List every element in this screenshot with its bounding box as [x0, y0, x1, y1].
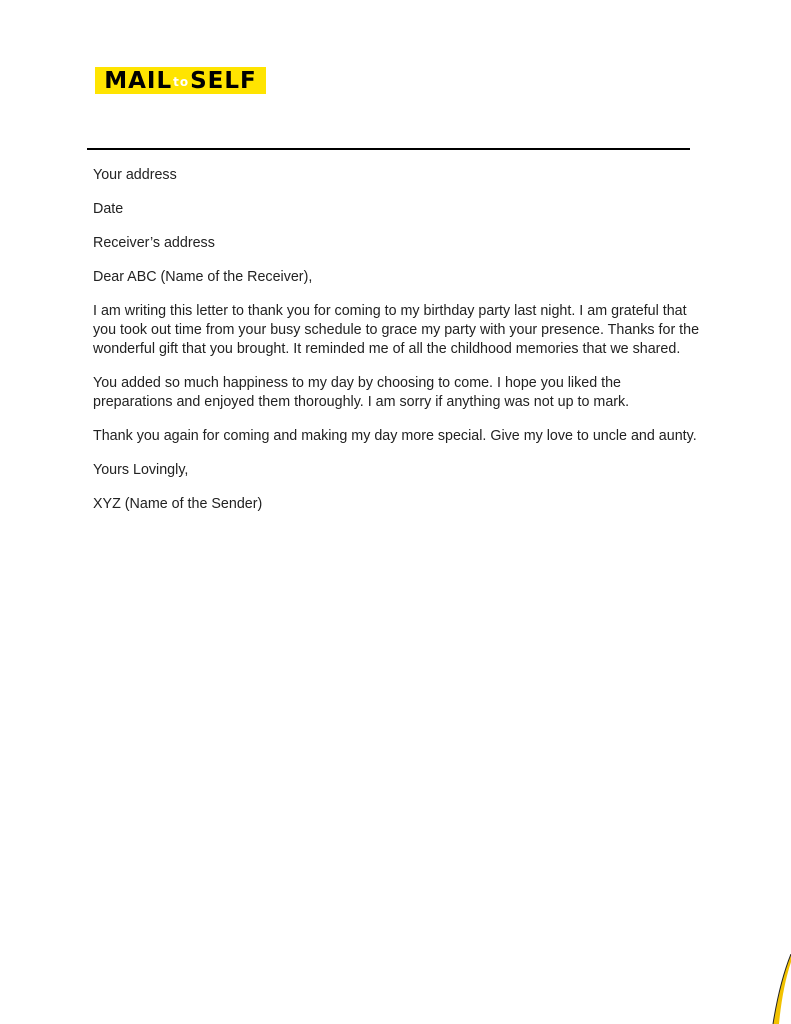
logo-text-mail: MAIL — [104, 67, 173, 94]
letter-date: Date — [93, 201, 124, 217]
decorative-corner-swoosh — [771, 954, 791, 1024]
body-paragraph-2: You added so much happiness to my day by choosing to come. I hope you liked the preparations and enjoyed them thoroughly. I am sorry if anything was not up to mark. — [93, 375, 630, 410]
salutation: Dear ABC (Name of the Receiver), — [93, 269, 313, 285]
brand-logo — [95, 67, 266, 94]
logo-text-to: to — [173, 74, 190, 89]
closing: Yours Lovingly, — [93, 462, 189, 478]
logo-text-self: SELF — [190, 67, 257, 94]
body-paragraph-1: I am writing this letter to thank you for coming to my birthday party last night. I am grateful that you took out time from your busy schedule to grace my party with your presence. Thanks for the wonderful gift that you brought. It reminded me of all the childhood memories that we shared. — [93, 303, 700, 357]
body-paragraph-3: Thank you again for coming and making my day more special. Give my love to uncle and aunty. — [93, 428, 697, 444]
header-divider — [87, 148, 690, 150]
letter-body — [93, 166, 703, 529]
receiver-address: Receiver’s address — [93, 235, 215, 251]
signature: XYZ (Name of the Sender) — [93, 496, 263, 512]
sender-address: Your address — [93, 167, 177, 183]
